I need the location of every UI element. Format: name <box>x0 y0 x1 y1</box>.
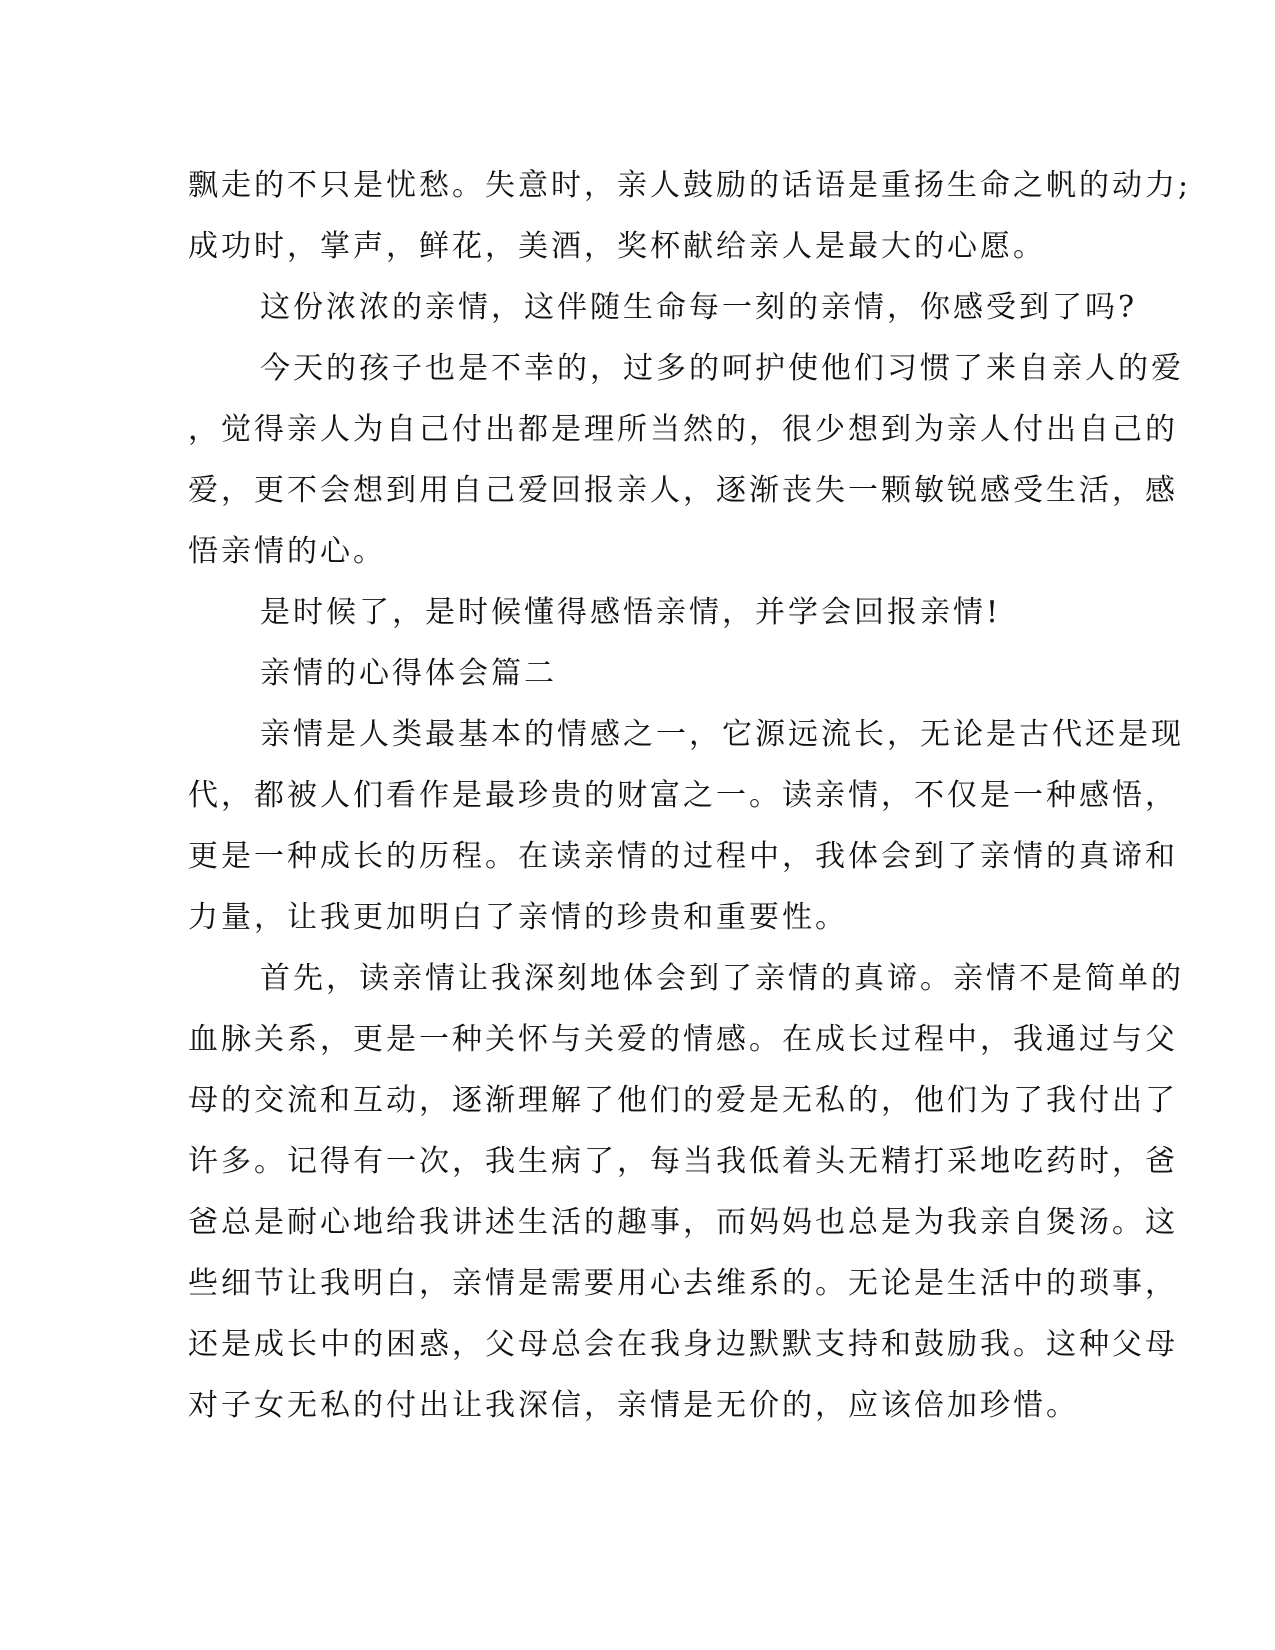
text-line: 些细节让我明白，亲情是需要用心去维系的。无论是生活中的琐事， <box>188 1266 1178 1301</box>
text-line: 对子女无私的付出让我深信，亲情是无价的，应该倍加珍惜。 <box>188 1388 1079 1423</box>
document-body <box>188 155 1192 1436</box>
text-line: 爱，更不会想到用自己爱回报亲人，逐渐丧失一颗敏锐感受生活，感 <box>188 473 1178 508</box>
text-line: 血脉关系，更是一种关怀与关爱的情感。在成长过程中，我通过与父 <box>188 1022 1178 1057</box>
text-line: 许多。记得有一次，我生病了，每当我低着头无精打采地吃药时，爸 <box>188 1144 1178 1179</box>
text-line: 还是成长中的困惑，父母总会在我身边默默支持和鼓励我。这种父母 <box>188 1327 1178 1362</box>
text-line: 母的交流和互动，逐渐理解了他们的爱是无私的，他们为了我付出了 <box>188 1083 1178 1118</box>
text-line: 今天的孩子也是不幸的，过多的呵护使他们习惯了来自亲人的爱 <box>260 351 1184 386</box>
text-line: 更是一种成长的历程。在读亲情的过程中，我体会到了亲情的真谛和 <box>188 839 1178 874</box>
text-line: 亲情是人类最基本的情感之一，它源远流长，无论是古代还是现 <box>260 717 1184 752</box>
text-line: 首先，读亲情让我深刻地体会到了亲情的真谛。亲情不是简单的 <box>260 961 1184 996</box>
text-line: 代，都被人们看作是最珍贵的财富之一。读亲情，不仅是一种感悟， <box>188 778 1178 813</box>
text-line: 悟亲情的心。 <box>188 534 386 569</box>
section-heading: 亲情的心得体会篇二 <box>260 656 557 691</box>
text-line: 爸总是耐心地给我讲述生活的趣事，而妈妈也总是为我亲自煲汤。这 <box>188 1205 1178 1240</box>
text-line: 力量，让我更加明白了亲情的珍贵和重要性。 <box>188 900 848 935</box>
text-line: 飘走的不只是忧愁。失意时，亲人鼓励的话语是重扬生命之帆的动力; <box>188 168 1192 203</box>
text-line: 成功时，掌声，鲜花，美酒，奖杯献给亲人是最大的心愿。 <box>188 229 1046 264</box>
text-line: ，觉得亲人为自己付出都是理所当然的，很少想到为亲人付出自己的 <box>188 412 1178 447</box>
text-line: 是时候了，是时候懂得感悟亲情，并学会回报亲情! <box>260 595 1002 630</box>
text-line: 这份浓浓的亲情，这伴随生命每一刻的亲情，你感受到了吗? <box>260 290 1138 325</box>
